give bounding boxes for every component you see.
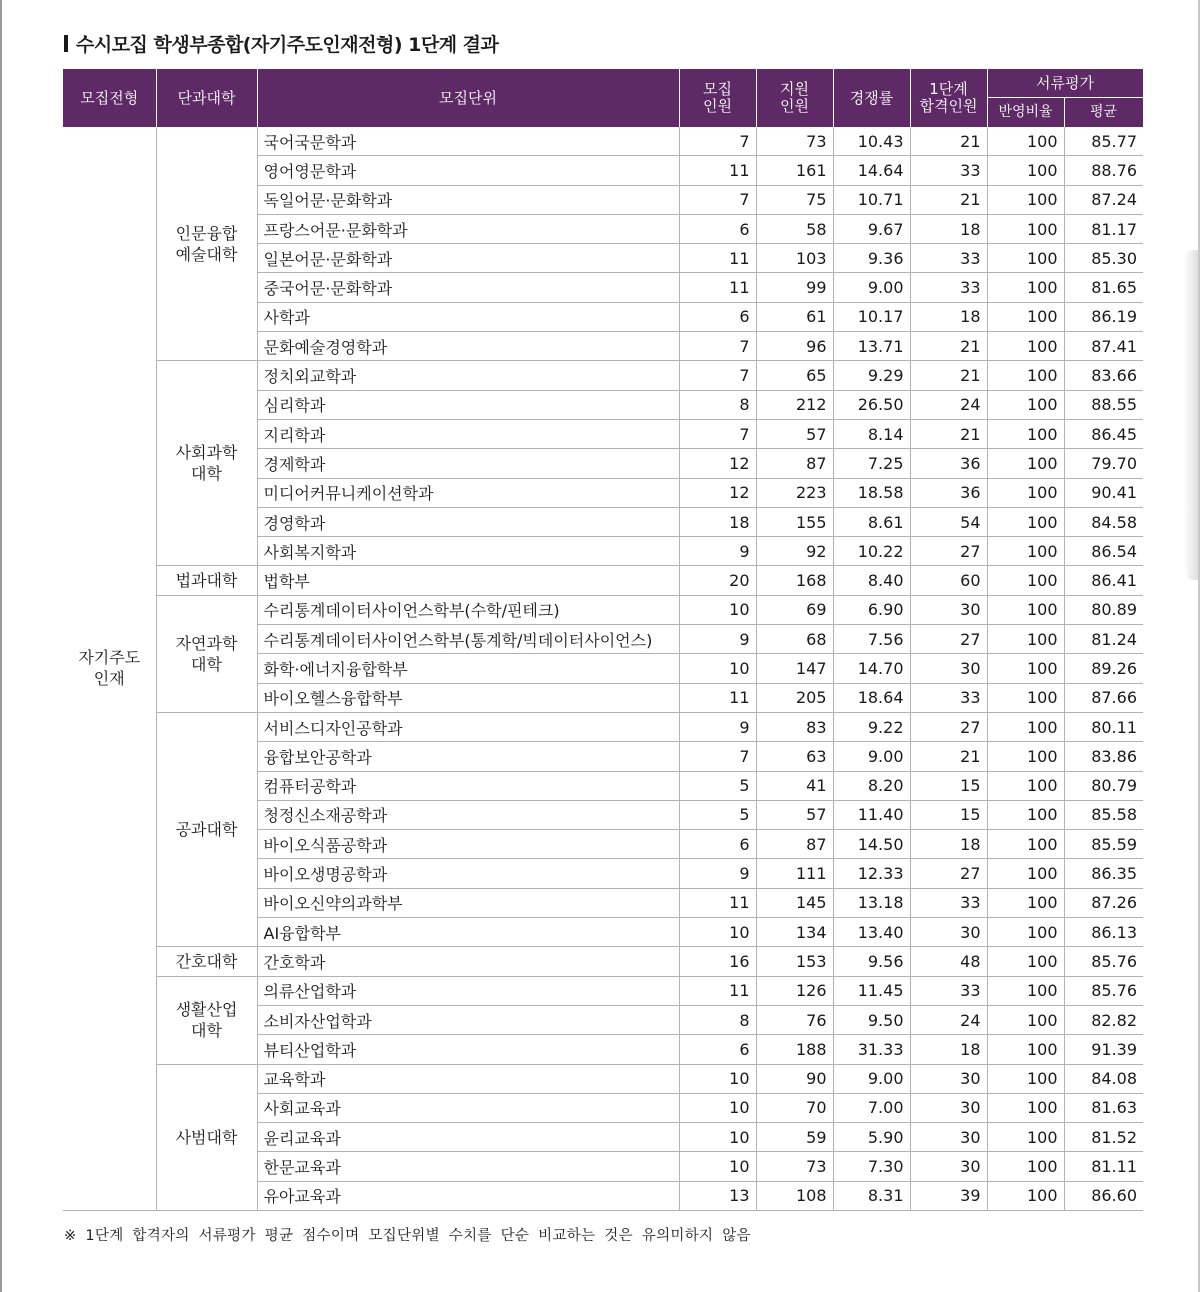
reflect-ratio-cell: 100 [987,1035,1064,1064]
applicants-cell: 87 [756,449,833,478]
ratio-cell: 14.64 [833,156,910,185]
applicants-cell: 223 [756,478,833,507]
quota-cell: 5 [679,771,756,800]
passed-cell: 33 [910,976,987,1005]
ratio-cell: 18.64 [833,683,910,712]
table-row [63,947,1143,976]
average-cell: 83.86 [1064,742,1143,771]
average-cell: 85.76 [1064,976,1143,1005]
applicants-cell: 76 [756,1005,833,1034]
applicants-cell: 65 [756,361,833,390]
reflect-ratio-cell: 100 [987,1005,1064,1034]
reflect-ratio-cell: 100 [987,654,1064,683]
unit-cell: 중국어문·문화학과 [257,273,679,302]
passed-cell: 33 [910,273,987,302]
passed-cell: 36 [910,478,987,507]
unit-cell: 정치외교학과 [257,361,679,390]
ratio-cell: 10.71 [833,185,910,214]
average-cell: 87.66 [1064,683,1143,712]
average-cell: 79.70 [1064,449,1143,478]
reflect-ratio-cell: 100 [987,625,1064,654]
passed-cell: 27 [910,859,987,888]
average-cell: 86.13 [1064,918,1143,947]
ratio-cell: 8.20 [833,771,910,800]
passed-cell: 30 [910,1123,987,1152]
reflect-ratio-cell: 100 [987,185,1064,214]
quota-cell: 10 [679,1152,756,1181]
applicants-cell: 168 [756,566,833,595]
applicants-cell: 70 [756,1093,833,1122]
average-cell: 80.11 [1064,712,1143,741]
reflect-ratio-cell: 100 [987,390,1064,419]
unit-cell: 프랑스어문·문화학과 [257,214,679,243]
quota-cell: 6 [679,302,756,331]
unit-cell: 뷰티산업학과 [257,1035,679,1064]
reflect-ratio-cell: 100 [987,683,1064,712]
ratio-cell: 5.90 [833,1123,910,1152]
college-cell: 간호대학 [156,947,257,976]
ratio-cell: 7.25 [833,449,910,478]
unit-cell: 소비자산업학과 [257,1005,679,1034]
quota-cell: 9 [679,859,756,888]
college-cell: 법과대학 [156,566,257,595]
unit-cell: 간호학과 [257,947,679,976]
average-cell: 80.79 [1064,771,1143,800]
ratio-cell: 7.00 [833,1093,910,1122]
reflect-ratio-cell: 100 [987,800,1064,829]
header-college: 단과대학 [156,69,257,127]
unit-cell: 수리통계데이터사이언스학부(수학/핀테크) [257,595,679,624]
reflect-ratio-cell: 100 [987,947,1064,976]
average-cell: 87.26 [1064,888,1143,917]
average-cell: 81.65 [1064,273,1143,302]
ratio-cell: 7.56 [833,625,910,654]
unit-cell: 사회복지학과 [257,537,679,566]
passed-cell: 33 [910,156,987,185]
unit-cell: 윤리교육과 [257,1123,679,1152]
quota-cell: 13 [679,1181,756,1210]
quota-cell: 11 [679,156,756,185]
passed-cell: 21 [910,419,987,448]
ratio-cell: 10.43 [833,127,910,156]
ratio-cell: 12.33 [833,859,910,888]
average-cell: 86.41 [1064,566,1143,595]
passed-cell: 24 [910,1005,987,1034]
applicants-cell: 108 [756,1181,833,1210]
passed-cell: 30 [910,1152,987,1181]
ratio-cell: 9.50 [833,1005,910,1034]
unit-cell: 독일어문·문화학과 [257,185,679,214]
reflect-ratio-cell: 100 [987,244,1064,273]
passed-cell: 21 [910,361,987,390]
ratio-cell: 9.22 [833,712,910,741]
average-cell: 87.41 [1064,332,1143,361]
unit-cell: 의류산업학과 [257,976,679,1005]
quota-cell: 9 [679,712,756,741]
reflect-ratio-cell: 100 [987,273,1064,302]
scroll-edge-shadow [1184,250,1198,580]
passed-cell: 33 [910,683,987,712]
college-cell: 인문융합 예술대학 [156,127,257,361]
applicants-cell: 155 [756,507,833,536]
passed-cell: 39 [910,1181,987,1210]
header-quota: 모집 인원 [679,69,756,127]
quota-cell: 10 [679,654,756,683]
reflect-ratio-cell: 100 [987,1152,1064,1181]
unit-cell: 수리통계데이터사이언스학부(통계학/빅데이터사이언스) [257,625,679,654]
applicants-cell: 153 [756,947,833,976]
applicants-cell: 61 [756,302,833,331]
passed-cell: 21 [910,185,987,214]
unit-cell: 바이오헬스융합학부 [257,683,679,712]
ratio-cell: 31.33 [833,1035,910,1064]
unit-cell: 유아교육과 [257,1181,679,1210]
quota-cell: 6 [679,1035,756,1064]
reflect-ratio-cell: 100 [987,859,1064,888]
table-body [63,127,1143,1210]
header-doc-eval: 서류평가 [987,69,1143,98]
average-cell: 81.17 [1064,214,1143,243]
reflect-ratio-cell: 100 [987,566,1064,595]
quota-cell: 12 [679,478,756,507]
quota-cell: 7 [679,332,756,361]
applicants-cell: 126 [756,976,833,1005]
ratio-cell: 9.29 [833,361,910,390]
applicants-cell: 57 [756,800,833,829]
average-cell: 91.39 [1064,1035,1143,1064]
quota-cell: 8 [679,1005,756,1034]
passed-cell: 30 [910,654,987,683]
reflect-ratio-cell: 100 [987,1123,1064,1152]
ratio-cell: 13.18 [833,888,910,917]
ratio-cell: 8.40 [833,566,910,595]
quota-cell: 11 [679,244,756,273]
section-title-text: 수시모집 학생부종합(자기주도인재전형) 1단계 결과 [76,34,499,56]
reflect-ratio-cell: 100 [987,302,1064,331]
quota-cell: 16 [679,947,756,976]
header-applicants: 지원 인원 [756,69,833,127]
applicants-cell: 161 [756,156,833,185]
ratio-cell: 14.70 [833,654,910,683]
unit-cell: 바이오신약의과학부 [257,888,679,917]
passed-cell: 21 [910,127,987,156]
ratio-cell: 9.00 [833,1064,910,1093]
college-cell: 사범대학 [156,1064,257,1210]
average-cell: 81.11 [1064,1152,1143,1181]
footnote: ※ 1단계 합격자의 서류평가 평균 점수이며 모집단위별 수치를 단순 비교하는 것은 유의미하지 않음 [64,1228,751,1244]
applicants-cell: 134 [756,918,833,947]
quota-cell: 10 [679,1093,756,1122]
ratio-cell: 9.36 [833,244,910,273]
reflect-ratio-cell: 100 [987,976,1064,1005]
title-bar-marker [64,35,68,52]
average-cell: 82.82 [1064,1005,1143,1034]
applicants-cell: 103 [756,244,833,273]
header-ratio: 경쟁률 [833,69,910,127]
quota-cell: 11 [679,273,756,302]
quota-cell: 7 [679,742,756,771]
quota-cell: 12 [679,449,756,478]
quota-cell: 7 [679,185,756,214]
average-cell: 86.35 [1064,859,1143,888]
reflect-ratio-cell: 100 [987,156,1064,185]
average-cell: 85.77 [1064,127,1143,156]
passed-cell: 18 [910,302,987,331]
quota-cell: 10 [679,918,756,947]
applicants-cell: 41 [756,771,833,800]
table-row [63,595,1143,624]
admission-type-cell: 자기주도 인재 [63,127,156,1210]
reflect-ratio-cell: 100 [987,419,1064,448]
reflect-ratio-cell: 100 [987,742,1064,771]
passed-cell: 30 [910,918,987,947]
average-cell: 81.24 [1064,625,1143,654]
reflect-ratio-cell: 100 [987,449,1064,478]
unit-cell: 국어국문학과 [257,127,679,156]
reflect-ratio-cell: 100 [987,332,1064,361]
applicants-cell: 99 [756,273,833,302]
passed-cell: 18 [910,830,987,859]
ratio-cell: 18.58 [833,478,910,507]
applicants-cell: 147 [756,654,833,683]
ratio-cell: 13.40 [833,918,910,947]
header-stage1-passed: 1단계 합격인원 [910,69,987,127]
header-unit: 모집단위 [257,69,679,127]
unit-cell: 지리학과 [257,419,679,448]
average-cell: 85.58 [1064,800,1143,829]
passed-cell: 33 [910,888,987,917]
passed-cell: 21 [910,742,987,771]
table-row [63,1064,1143,1093]
average-cell: 86.19 [1064,302,1143,331]
unit-cell: 미디어커뮤니케이션학과 [257,478,679,507]
ratio-cell: 11.40 [833,800,910,829]
applicants-cell: 68 [756,625,833,654]
ratio-cell: 9.00 [833,273,910,302]
applicants-cell: 75 [756,185,833,214]
passed-cell: 30 [910,1093,987,1122]
passed-cell: 27 [910,712,987,741]
reflect-ratio-cell: 100 [987,888,1064,917]
passed-cell: 27 [910,625,987,654]
applicants-cell: 73 [756,1152,833,1181]
passed-cell: 15 [910,771,987,800]
quota-cell: 7 [679,419,756,448]
header-average: 평균 [1064,98,1143,128]
ratio-cell: 6.90 [833,595,910,624]
unit-cell: 한문교육과 [257,1152,679,1181]
section-title [64,30,498,57]
college-cell: 생활산업 대학 [156,976,257,1064]
unit-cell: 바이오생명공학과 [257,859,679,888]
reflect-ratio-cell: 100 [987,507,1064,536]
applicants-cell: 212 [756,390,833,419]
average-cell: 86.54 [1064,537,1143,566]
applicants-cell: 58 [756,214,833,243]
ratio-cell: 8.14 [833,419,910,448]
quota-cell: 9 [679,537,756,566]
passed-cell: 48 [910,947,987,976]
quota-cell: 6 [679,214,756,243]
unit-cell: 사회교육과 [257,1093,679,1122]
passed-cell: 18 [910,1035,987,1064]
college-cell: 공과대학 [156,712,257,946]
college-cell: 자연과학 대학 [156,595,257,712]
unit-cell: 경제학과 [257,449,679,478]
ratio-cell: 8.61 [833,507,910,536]
unit-cell: 교육학과 [257,1064,679,1093]
unit-cell: 법학부 [257,566,679,595]
unit-cell: 심리학과 [257,390,679,419]
table-row [63,127,1143,156]
quota-cell: 11 [679,976,756,1005]
quota-cell: 18 [679,507,756,536]
reflect-ratio-cell: 100 [987,1181,1064,1210]
applicants-cell: 111 [756,859,833,888]
average-cell: 83.66 [1064,361,1143,390]
results-table [63,69,1144,1211]
unit-cell: 바이오식품공학과 [257,830,679,859]
quota-cell: 10 [679,595,756,624]
table-row [63,712,1143,741]
ratio-cell: 8.31 [833,1181,910,1210]
average-cell: 88.55 [1064,390,1143,419]
ratio-cell: 14.50 [833,830,910,859]
ratio-cell: 7.30 [833,1152,910,1181]
average-cell: 90.41 [1064,478,1143,507]
reflect-ratio-cell: 100 [987,1093,1064,1122]
unit-cell: 청정신소재공학과 [257,800,679,829]
applicants-cell: 69 [756,595,833,624]
reflect-ratio-cell: 100 [987,127,1064,156]
applicants-cell: 57 [756,419,833,448]
average-cell: 84.08 [1064,1064,1143,1093]
table-header [63,69,1143,127]
quota-cell: 10 [679,1064,756,1093]
applicants-cell: 188 [756,1035,833,1064]
quota-cell: 5 [679,800,756,829]
unit-cell: 영어영문학과 [257,156,679,185]
college-cell: 사회과학 대학 [156,361,257,566]
applicants-cell: 92 [756,537,833,566]
passed-cell: 15 [910,800,987,829]
average-cell: 81.52 [1064,1123,1143,1152]
quota-cell: 9 [679,625,756,654]
reflect-ratio-cell: 100 [987,361,1064,390]
average-cell: 87.24 [1064,185,1143,214]
applicants-cell: 73 [756,127,833,156]
average-cell: 89.26 [1064,654,1143,683]
table-row [63,976,1143,1005]
quota-cell: 10 [679,1123,756,1152]
passed-cell: 33 [910,244,987,273]
ratio-cell: 10.17 [833,302,910,331]
table-row [63,361,1143,390]
applicants-cell: 59 [756,1123,833,1152]
reflect-ratio-cell: 100 [987,918,1064,947]
reflect-ratio-cell: 100 [987,830,1064,859]
ratio-cell: 9.56 [833,947,910,976]
ratio-cell: 11.45 [833,976,910,1005]
quota-cell: 11 [679,888,756,917]
applicants-cell: 145 [756,888,833,917]
page-left-edge [0,0,2,1292]
header-reflect-ratio: 반영비율 [987,98,1064,128]
reflect-ratio-cell: 100 [987,771,1064,800]
table-row [63,566,1143,595]
quota-cell: 6 [679,830,756,859]
reflect-ratio-cell: 100 [987,478,1064,507]
passed-cell: 24 [910,390,987,419]
reflect-ratio-cell: 100 [987,1064,1064,1093]
reflect-ratio-cell: 100 [987,537,1064,566]
average-cell: 80.89 [1064,595,1143,624]
ratio-cell: 10.22 [833,537,910,566]
average-cell: 88.76 [1064,156,1143,185]
applicants-cell: 96 [756,332,833,361]
average-cell: 85.30 [1064,244,1143,273]
applicants-cell: 87 [756,830,833,859]
passed-cell: 60 [910,566,987,595]
applicants-cell: 63 [756,742,833,771]
average-cell: 85.59 [1064,830,1143,859]
unit-cell: 경영학과 [257,507,679,536]
passed-cell: 18 [910,214,987,243]
passed-cell: 21 [910,332,987,361]
passed-cell: 27 [910,537,987,566]
ratio-cell: 9.00 [833,742,910,771]
ratio-cell: 9.67 [833,214,910,243]
ratio-cell: 26.50 [833,390,910,419]
average-cell: 84.58 [1064,507,1143,536]
applicants-cell: 205 [756,683,833,712]
unit-cell: 일본어문·문화학과 [257,244,679,273]
ratio-cell: 13.71 [833,332,910,361]
unit-cell: 컴퓨터공학과 [257,771,679,800]
passed-cell: 30 [910,595,987,624]
passed-cell: 36 [910,449,987,478]
average-cell: 86.45 [1064,419,1143,448]
header-type: 모집전형 [63,69,156,127]
unit-cell: 사학과 [257,302,679,331]
average-cell: 85.76 [1064,947,1143,976]
reflect-ratio-cell: 100 [987,214,1064,243]
unit-cell: 문화예술경영학과 [257,332,679,361]
quota-cell: 7 [679,127,756,156]
passed-cell: 54 [910,507,987,536]
average-cell: 81.63 [1064,1093,1143,1122]
quota-cell: 8 [679,390,756,419]
average-cell: 86.60 [1064,1181,1143,1210]
quota-cell: 7 [679,361,756,390]
applicants-cell: 90 [756,1064,833,1093]
reflect-ratio-cell: 100 [987,595,1064,624]
reflect-ratio-cell: 100 [987,712,1064,741]
applicants-cell: 83 [756,712,833,741]
quota-cell: 20 [679,566,756,595]
unit-cell: 화학·에너지융합학부 [257,654,679,683]
quota-cell: 11 [679,683,756,712]
passed-cell: 30 [910,1064,987,1093]
unit-cell: 융합보안공학과 [257,742,679,771]
unit-cell: 서비스디자인공학과 [257,712,679,741]
unit-cell: AI융합학부 [257,918,679,947]
